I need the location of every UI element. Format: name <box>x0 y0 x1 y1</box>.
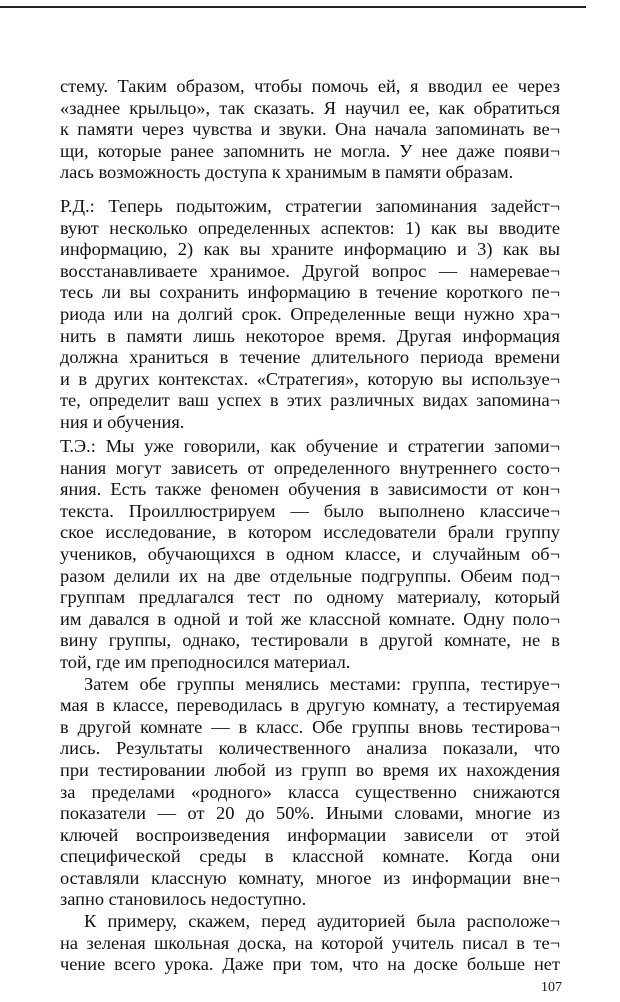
text-line: Р.Д.: Теперь подытожим, стратегии запоминания задейст¬ <box>60 196 560 216</box>
text-line: нания могут зависеть от определенного внутреннего состо¬ <box>60 457 560 478</box>
text-line: щи, которые ранее запомнить не могла. У нее даже появи¬ <box>60 140 560 161</box>
text-line: той, где им преподносился материал. <box>60 651 351 672</box>
text-line: яния. Есть также феномен обучения в зависимости от кон¬ <box>60 479 560 500</box>
text-line: нить в памяти лишь некоторое время. Другая информация <box>60 325 560 346</box>
text-line: информацию, 2) как вы храните информацию и 3) как вы <box>60 239 560 260</box>
text-line: группам предлагался тест по одному материалу, который <box>60 587 560 608</box>
text-line: риода или на долгий срок. Определенные вещи нужно хра¬ <box>60 303 560 324</box>
text-line: в другой комнате — в класс. Обе группы вновь тестирова¬ <box>60 716 560 737</box>
paragraph-2 <box>60 196 560 434</box>
text-line: мая в классе, переводилась в другую комнату, а тестируемая <box>60 695 560 716</box>
paragraph-1 <box>60 76 560 184</box>
paragraph-3 <box>60 436 560 976</box>
text-line: учеников, обучающихся в одном классе, и случайным об¬ <box>60 543 560 564</box>
top-rule <box>0 6 586 8</box>
text-line: чение всего урока. Даже при том, что на доске больше нет <box>60 954 560 975</box>
text-line: вуют несколько определенных аспектов: 1) как вы вводите <box>60 217 560 238</box>
text-line: те, определит ваш успех в этих различных видах запомина¬ <box>60 390 560 411</box>
text-line: Т.Э.: Мы уже говорили, как обучение и стратегии запоми¬ <box>60 436 560 456</box>
text-line: ния и обучения. <box>60 411 185 432</box>
text-line: Затем обе группы менялись местами: группа, тестируе¬ <box>84 673 560 694</box>
text-line: должна храниться в течение длительного периода времени <box>60 347 560 368</box>
text-line: оставляли классную комнату, многое из информации вне¬ <box>60 867 560 888</box>
text-line: стему. Таким образом, чтобы помочь ей, я вводил ее через <box>60 76 560 96</box>
text-line: лась возможность доступа к хранимым в памяти образам. <box>60 162 514 183</box>
text-line: разом делили их на две отдельные подгруппы. Обеим под¬ <box>60 565 560 586</box>
text-line: восстанавливаете хранимое. Другой вопрос — намеревае¬ <box>60 260 560 281</box>
text-line: при тестировании любой из групп во время их нахождения <box>60 759 560 780</box>
text-line: ское исследование, в котором исследователи брали группу <box>60 522 560 543</box>
text-line: запно становилось недоступно. <box>60 889 307 910</box>
page-number: 107 <box>541 980 562 995</box>
text-line: тесь ли вы сохранить информацию в течение короткого пе¬ <box>60 282 560 303</box>
text-line: текста. Проиллюстрируем — было выполнено классиче¬ <box>60 500 560 521</box>
text-line: вину группы, однако, тестировали в другой комнате, не в <box>60 630 560 651</box>
text-line: специфической среды в классной комнате. Когда они <box>60 846 560 867</box>
text-line: на зеленая школьная доска, на которой учитель писал в те¬ <box>60 932 560 953</box>
text-line: и в других контекстах. «Стратегия», которую вы используе¬ <box>60 368 560 389</box>
text-line: «заднее крыльцо», так сказать. Я научил ее, как обратиться <box>60 97 560 118</box>
text-line: К примеру, скажем, перед аудиторией была расположе¬ <box>84 911 560 932</box>
text-line: лись. Результаты количественного анализа показали, что <box>60 738 560 759</box>
text-line: им давался в одной и той же классной комнате. Одну поло¬ <box>60 608 560 629</box>
text-line: показатели — от 20 до 50%. Иными словами, многие из <box>60 803 560 824</box>
text-line: к памяти через чувства и звуки. Она начала запоминать ве¬ <box>60 119 560 140</box>
text-line: ключей воспроизведения информации зависели от этой <box>60 824 560 845</box>
text-line: за пределами «родного» класса существенно снижаются <box>60 781 560 802</box>
